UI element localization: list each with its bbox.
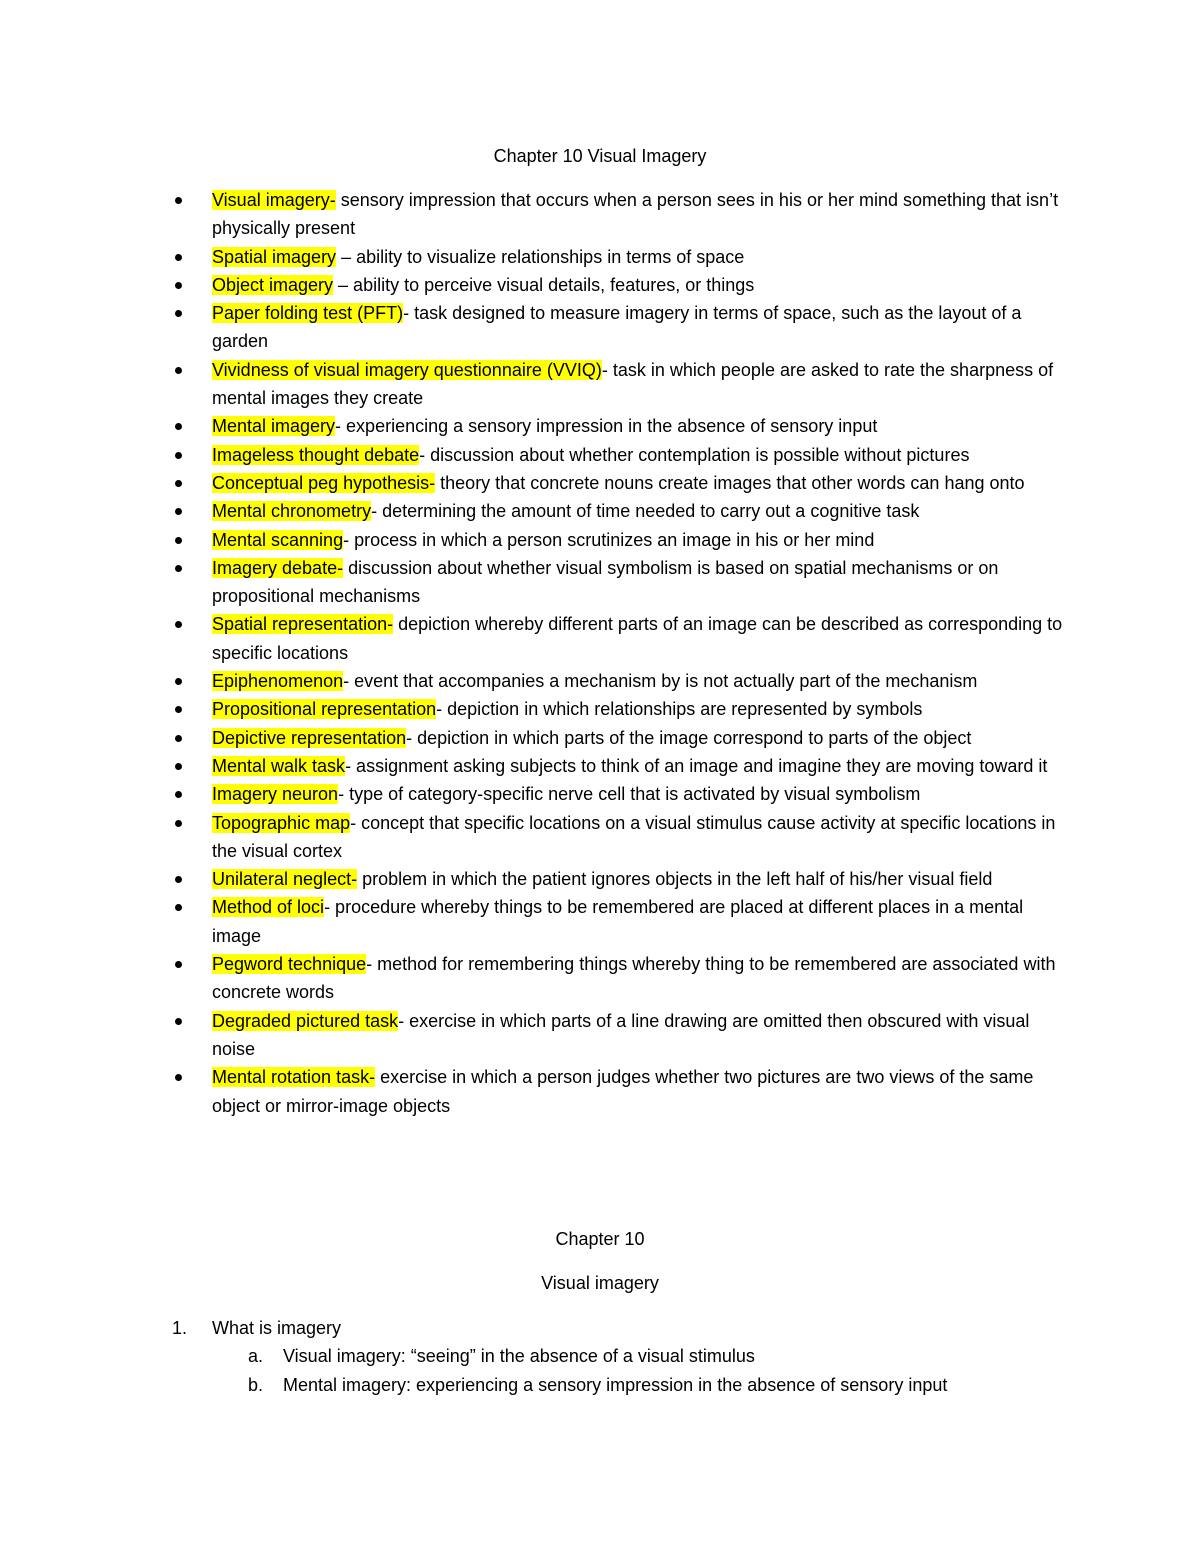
glossary-item <box>0 469 1200 497</box>
glossary-item <box>0 526 1200 554</box>
section-heading: Chapter 10 <box>555 1229 645 1249</box>
glossary-term: Spatial imagery <box>212 246 337 267</box>
outline-subitem <box>0 1371 1200 1399</box>
glossary-item <box>0 724 1200 752</box>
bullet-icon <box>175 423 182 430</box>
glossary-term: Spatial representation- <box>212 614 394 635</box>
bullet-icon <box>175 452 182 459</box>
bullet-icon <box>175 904 182 911</box>
glossary-item <box>0 497 1200 525</box>
glossary-definition: sensory impression that occurs when a person sees in his or her mind something that isn’t physically present <box>212 190 1064 239</box>
glossary-term: Imageless thought debate <box>212 444 420 465</box>
glossary-definition: - type of category-specific nerve cell that is activated by visual symbolism <box>338 784 921 805</box>
bullet-icon <box>175 1074 182 1081</box>
glossary-item <box>0 554 1200 611</box>
glossary-term: Method of loci <box>212 897 325 918</box>
bullet-icon <box>175 282 182 289</box>
glossary-term: Visual imagery- <box>212 190 336 210</box>
glossary-definition: exercise in which a person judges whether two pictures are two views of the same object or mirror-image objects <box>212 1067 1039 1116</box>
glossary-item <box>0 1063 1200 1120</box>
glossary-term: Pegword technique <box>212 954 367 975</box>
glossary-term: Mental rotation task- <box>212 1067 376 1088</box>
bullet-icon <box>175 763 182 770</box>
outline-subitem <box>0 1342 1200 1370</box>
bullet-icon <box>175 508 182 515</box>
glossary-definition: - procedure whereby things to be remembered are placed at different places in a mental image <box>212 897 1029 946</box>
outline-subitem-text: Visual imagery: “seeing” in the absence of a visual stimulus <box>283 1346 755 1367</box>
glossary-item <box>0 667 1200 695</box>
glossary-term: Propositional representation <box>212 699 437 720</box>
glossary-item <box>0 780 1200 808</box>
glossary-item <box>0 809 1200 866</box>
glossary-item <box>0 186 1200 243</box>
glossary-term: Mental walk task <box>212 755 346 776</box>
bullet-icon <box>175 480 182 487</box>
glossary-term: Vividness of visual imagery questionnaire (VVIQ) <box>212 359 602 380</box>
outline-subitem-marker: a. <box>248 1346 264 1367</box>
glossary-definition: - assignment asking subjects to think of an image and imagine they are moving toward it <box>345 755 1048 776</box>
glossary-item <box>0 950 1200 1007</box>
glossary-term: Paper folding test (PFT) <box>212 303 404 324</box>
glossary-term: Unilateral neglect- <box>212 869 358 890</box>
outline-item <box>0 1314 1200 1342</box>
glossary-definition: discussion about whether visual symbolism is based on spatial mechanisms or on propositional mechanisms <box>212 557 1004 607</box>
glossary-list <box>0 186 1200 1120</box>
bullet-icon <box>175 735 182 742</box>
glossary-definition: - depiction in which relationships are represented by symbols <box>436 699 923 720</box>
bullet-icon <box>175 367 182 374</box>
glossary-term: Conceptual peg hypothesis- <box>212 472 436 493</box>
glossary-definition: - discussion about whether contemplation is possible without pictures <box>419 444 970 465</box>
glossary-definition: - task in which people are asked to rate the sharpness of mental images they create <box>212 359 1059 409</box>
glossary-item <box>0 865 1200 893</box>
glossary-definition: - task designed to measure imagery in terms of space, such as the layout of a garden <box>212 303 1027 352</box>
glossary-term: Imagery neuron <box>212 784 339 805</box>
glossary-definition: - process in which a person scrutinizes an image in his or her mind <box>343 529 875 550</box>
glossary-item <box>0 752 1200 780</box>
glossary-definition: - method for remembering things whereby thing to be remembered are associated with concrete words <box>212 954 1061 1003</box>
glossary-term: Degraded pictured task <box>212 1010 399 1031</box>
glossary-definition: - exercise in which parts of a line drawing are omitted then obscured with visual noise <box>212 1010 1035 1059</box>
glossary-item <box>0 412 1200 440</box>
bullet-icon <box>175 791 182 798</box>
glossary-item <box>0 299 1200 356</box>
glossary-item <box>0 1007 1200 1064</box>
page-title: Chapter 10 Visual Imagery <box>493 146 707 166</box>
section-subheading: Visual imagery <box>541 1273 659 1293</box>
glossary-item <box>0 610 1200 667</box>
glossary-definition: – ability to perceive visual details, features, or things <box>333 274 755 295</box>
bullet-icon <box>175 537 182 544</box>
outline-subitem-marker: b. <box>248 1374 264 1395</box>
glossary-definition: theory that concrete nouns create images that other words can hang onto <box>435 472 1025 493</box>
outline-marker: 1. <box>172 1318 188 1338</box>
bullet-icon <box>175 310 182 317</box>
bullet-icon <box>175 706 182 713</box>
glossary-term: Object imagery <box>212 274 334 295</box>
bullet-icon <box>175 254 182 261</box>
glossary-item <box>0 441 1200 469</box>
glossary-item <box>0 271 1200 299</box>
glossary-term: Epiphenomenon <box>212 671 344 692</box>
outline-text: What is imagery <box>212 1318 342 1338</box>
bullet-icon <box>175 876 182 883</box>
glossary-term: Topographic map <box>212 812 351 833</box>
glossary-item <box>0 893 1200 950</box>
bullet-icon <box>175 678 182 685</box>
bullet-icon <box>175 820 182 827</box>
bullet-icon <box>175 197 182 204</box>
glossary-definition: - experiencing a sensory impression in the absence of sensory input <box>335 416 878 437</box>
glossary-term: Imagery debate- <box>212 557 344 578</box>
glossary-definition: – ability to visualize relationships in terms of space <box>336 246 745 267</box>
glossary-term: Mental imagery <box>212 416 336 437</box>
glossary-definition: - concept that specific locations on a visual stimulus cause activity at specific locations in the visual cortex <box>212 812 1061 861</box>
bullet-icon <box>175 1018 182 1025</box>
glossary-term: Mental chronometry <box>212 501 372 522</box>
glossary-definition: depiction whereby different parts of an image can be described as corresponding to specific locations <box>212 614 1068 663</box>
bullet-icon <box>175 565 182 572</box>
bullet-icon <box>175 621 182 628</box>
glossary-item <box>0 356 1200 413</box>
glossary-item <box>0 695 1200 723</box>
glossary-term: Depictive representation <box>212 727 407 748</box>
glossary-definition: problem in which the patient ignores objects in the left half of his/her visual field <box>357 869 993 890</box>
outline-subitem-text: Mental imagery: experiencing a sensory impression in the absence of sensory input <box>283 1374 948 1395</box>
bullet-icon <box>175 961 182 968</box>
glossary-definition: - depiction in which parts of the image correspond to parts of the object <box>406 727 972 748</box>
glossary-term: Mental scanning <box>212 529 344 550</box>
glossary-definition: - determining the amount of time needed to carry out a cognitive task <box>371 501 920 522</box>
glossary-definition: - event that accompanies a mechanism by is not actually part of the mechanism <box>343 671 978 692</box>
glossary-item <box>0 243 1200 271</box>
outline-list <box>0 1314 1200 1399</box>
